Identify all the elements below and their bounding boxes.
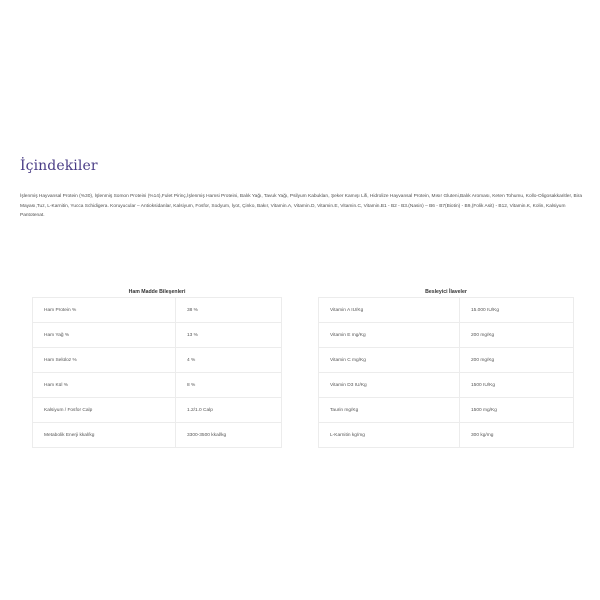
- table-row: [319, 373, 574, 398]
- table-row: [319, 423, 574, 448]
- row-label: Kalsiyum / Fosfor Calp: [33, 398, 176, 423]
- table-row: [33, 298, 282, 323]
- raw-materials-table-block: [32, 287, 282, 448]
- row-label: Ham Selüloz %: [33, 348, 176, 373]
- table-row: [319, 398, 574, 423]
- table-row: [319, 298, 574, 323]
- row-value: 1.2/1.0 Calp: [176, 398, 282, 423]
- row-value: 200 mg/Kg: [460, 348, 574, 373]
- row-value: 13 %: [176, 323, 282, 348]
- raw-materials-table: [32, 297, 282, 448]
- row-value: 1500 IU/Kg: [460, 373, 574, 398]
- table-row: [33, 398, 282, 423]
- row-value: 4 %: [176, 348, 282, 373]
- nutritional-additives-table-title: Besleyici İlaveler: [425, 289, 467, 295]
- row-label: Metabolik Enerji kkal/kg: [33, 423, 176, 448]
- row-value: 15.000 IU/Kg: [460, 298, 574, 323]
- row-label: Taurin mg/Kg: [319, 398, 460, 423]
- table-row: [33, 423, 282, 448]
- row-label: Vitamin A IU/Kg: [319, 298, 460, 323]
- nutritional-additives-table-block: [318, 287, 574, 448]
- ingredients-text: İşlenmiş Hayvansal Protein (%30), İşlenmiş Somon Proteini (%14),Fulet Pirinç,İşlenmiş Hamsi Proteini, Balık Yağı, Tavuk Yağı, Psilyum Kabukları, Şeker Kamışı Lifi, Hidrolize Hayvansal Protein, Mısır Gluteni,Balık Aroması, Keten Tohumu, Kollo-Oligosakkaritler, Bira Mayası,Tuz, L-Karnitin, Yucca Schidigera. Koruyucular – Antioksidanlar, Kalsiyum, Fosfor, Sodyum, İyot, Çinko, Bakır, Vitamin.A, Vitamin.D, Vitamin.E, Vitamin.C, Vitamin.B1 - B2 - B3.(Nasin) – B6 - B7(Biotin) - B9,(Folik Asit) - B12, Vitamin.K, Kolin, Kalsiyum Pantotenat.: [20, 194, 582, 219]
- row-label: Vitamin C mg/Kg: [319, 348, 460, 373]
- row-value: 38 %: [176, 298, 282, 323]
- row-label: Vitamin D3 IU/Kg: [319, 373, 460, 398]
- row-value: 8 %: [176, 373, 282, 398]
- table-row: [319, 348, 574, 373]
- table-row: [33, 323, 282, 348]
- row-label: L-Karnitin kg/mg: [319, 423, 460, 448]
- section-title: İçindekiler: [20, 158, 98, 174]
- table-row: [319, 323, 574, 348]
- row-value: 300 kg/mg: [460, 423, 574, 448]
- row-value: 200 mg/Kg: [460, 323, 574, 348]
- table-row: [33, 348, 282, 373]
- table-row: [33, 373, 282, 398]
- row-label: Ham Yağ %: [33, 323, 176, 348]
- row-value: 3300-3500 kkal/kg: [176, 423, 282, 448]
- row-value: 1500 mg/Kg: [460, 398, 574, 423]
- nutritional-additives-table: [318, 297, 574, 448]
- raw-materials-table-title: Ham Madde Bileşenleri: [128, 289, 186, 295]
- row-label: Vitamin E mg/Kg: [319, 323, 460, 348]
- row-label: Ham Protein %: [33, 298, 176, 323]
- row-label: Ham Kül %: [33, 373, 176, 398]
